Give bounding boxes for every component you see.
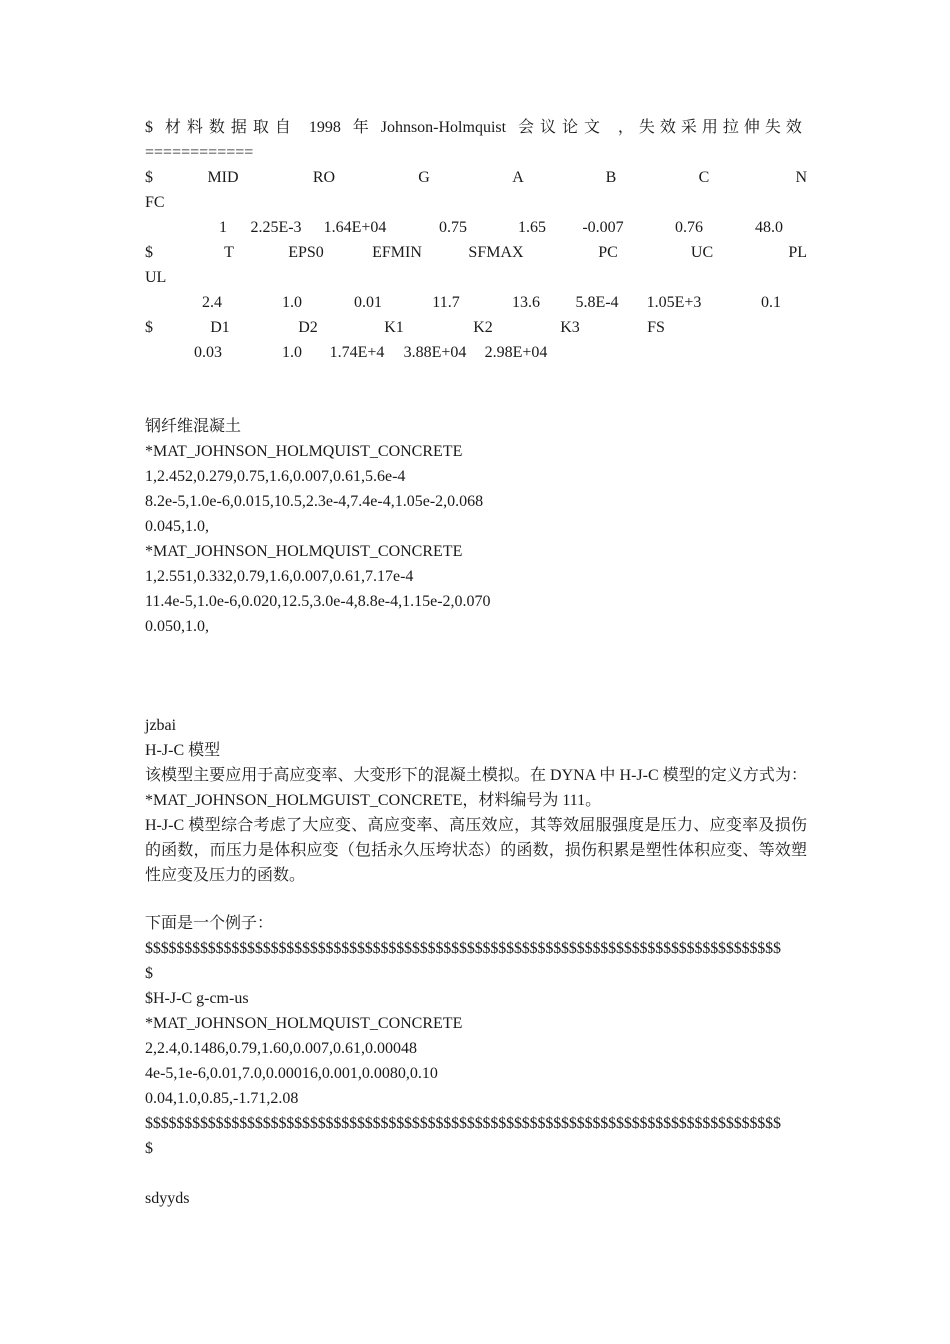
table-cell: $	[145, 319, 153, 336]
table-cell: 1.65	[518, 219, 546, 236]
table-value-row-1	[145, 216, 807, 240]
table-cell: 0.75	[439, 219, 467, 236]
table-header-row-3	[145, 316, 807, 340]
table-value-row-3	[145, 341, 807, 365]
table-cell: G	[418, 169, 430, 186]
table-cell: 1.74E+4	[329, 344, 385, 361]
code-line: 8.2e-5,1.0e-6,0.015,10.5,2.3e-4,7.4e-4,1.05e-2,0.068	[145, 493, 484, 510]
table-cell: MID	[207, 169, 239, 186]
table-cell: EFMIN	[372, 244, 422, 261]
header-note-line	[145, 116, 807, 140]
table-cell: PL	[788, 244, 807, 261]
example-intro: 下面是一个例子：	[145, 915, 274, 932]
table-cell: 5.8E-4	[575, 294, 619, 311]
table-cell: C	[698, 169, 710, 186]
table-cell: 2.98E+04	[484, 344, 548, 361]
code-line: 0.050,1.0,	[145, 618, 209, 635]
table-cell: 1	[219, 219, 227, 236]
table-cell: 0.76	[675, 219, 703, 236]
header-note-token: 材料数据取自	[164, 119, 297, 136]
header-note-token: 1998	[308, 119, 341, 136]
table-cell: 11.7	[432, 294, 460, 311]
table-cell: 48.0	[755, 219, 783, 236]
code-line: 1,2.452,0.279,0.75,1.6,0.007,0.61,5.6e-4	[145, 468, 406, 485]
table-cell: 1.05E+3	[646, 294, 702, 311]
table-cell: A	[512, 169, 524, 186]
table-cell: 2.4	[202, 294, 222, 311]
paragraph-intro: 该模型主要应用于高应变率、大变形下的混凝土模拟。在 DYNA 中 H-J-C 模型的定义方式为：*MAT_JOHNSON_HOLMGUIST_CONCRETE，材料编号为 111。	[145, 767, 807, 809]
table-cell: SFMAX	[468, 244, 524, 261]
table-value-row-2	[145, 291, 807, 315]
code-line: $H-J-C g-cm-us	[145, 990, 249, 1007]
author-name: jzbai	[145, 717, 177, 734]
paragraph-description: H-J-C 模型综合考虑了大应变、高应变率、高压效应，其等效屈服强度是压力、应变率及损伤的函数，而压力是体积应变（包括永久压垮状态）的函数，损伤积累是塑性体积应变、等效塑性应变及压力的函数。	[145, 817, 807, 884]
table-header-row-1	[145, 166, 807, 190]
dollar-rule: $$$$$$$$$$$$$$$$$$$$$$$$$$$$$$$$$$$$$$$$$$$$$$$$$$$$$$$$$$$$$$$$$$$$$$$$$$$$$$$$$	[145, 940, 781, 957]
table-cell: K3	[560, 319, 580, 336]
table-cell: B	[605, 169, 617, 186]
header-note-token: 会议论文	[517, 119, 606, 136]
code-line: 2,2.4,0.1486,0.79,1.60,0.007,0.61,0.00048	[145, 1040, 417, 1057]
table-cell: D2	[298, 319, 318, 336]
header-note-token: Johnson-Holmquist	[380, 119, 507, 136]
table-cell: FS	[647, 319, 665, 336]
header-note-token: $	[145, 119, 153, 136]
dollar-rule-wrap: $	[145, 1140, 153, 1157]
table-cell: UC	[690, 244, 714, 261]
table-cell: D1	[210, 319, 230, 336]
table-cell: K1	[384, 319, 404, 336]
table-cell: RO	[312, 169, 336, 186]
table-cell: $	[145, 169, 153, 186]
section-title-sfrc: 钢纤维混凝土	[145, 418, 242, 435]
table-cell: T	[224, 244, 234, 261]
table-header-wrap: UL	[145, 269, 167, 286]
dollar-rule: $$$$$$$$$$$$$$$$$$$$$$$$$$$$$$$$$$$$$$$$$$$$$$$$$$$$$$$$$$$$$$$$$$$$$$$$$$$$$$$$$	[145, 1115, 781, 1132]
table-cell: 1.64E+04	[323, 219, 387, 236]
table-cell: -0.007	[582, 219, 624, 236]
code-line: 11.4e-5,1.0e-6,0.020,12.5,3.0e-4,8.8e-4,1.15e-2,0.070	[145, 593, 491, 610]
table-cell: $	[145, 244, 153, 261]
table-cell: EPS0	[288, 244, 324, 261]
table-cell: K2	[473, 319, 493, 336]
code-line: 0.045,1.0,	[145, 518, 209, 535]
code-line: *MAT_JOHNSON_HOLMQUIST_CONCRETE	[145, 543, 463, 560]
code-line: 4e-5,1e-6,0.01,7.0,0.00016,0.001,0.0080,0.10	[145, 1065, 438, 1082]
header-note-token: 年	[352, 119, 369, 136]
code-line: *MAT_JOHNSON_HOLMQUIST_CONCRETE	[145, 1015, 463, 1032]
dollar-rule-wrap: $	[145, 965, 153, 982]
header-note-token: ，失效采用拉伸失效	[617, 119, 807, 136]
table-header-row-2	[145, 241, 807, 265]
code-line: 1,2.551,0.332,0.79,1.6,0.007,0.61,7.17e-4	[145, 568, 414, 585]
table-cell: 1.0	[282, 344, 302, 361]
section-title-hjc: H-J-C 模型	[145, 742, 221, 759]
code-line: *MAT_JOHNSON_HOLMQUIST_CONCRETE	[145, 443, 463, 460]
table-cell: 13.6	[512, 294, 540, 311]
table-cell: 1.0	[282, 294, 302, 311]
header-underline: ============	[145, 144, 254, 161]
table-cell: 0.01	[354, 294, 382, 311]
table-cell: 0.03	[194, 344, 222, 361]
footer-author: sdyyds	[145, 1190, 190, 1207]
code-line: 0.04,1.0,0.85,-1.71,2.08	[145, 1090, 299, 1107]
table-cell: 2.25E-3	[250, 219, 302, 236]
table-cell: 0.1	[761, 294, 781, 311]
table-header-wrap: FC	[145, 194, 165, 211]
table-cell: 3.88E+04	[403, 344, 467, 361]
table-cell: PC	[598, 244, 618, 261]
table-cell: N	[795, 169, 807, 186]
